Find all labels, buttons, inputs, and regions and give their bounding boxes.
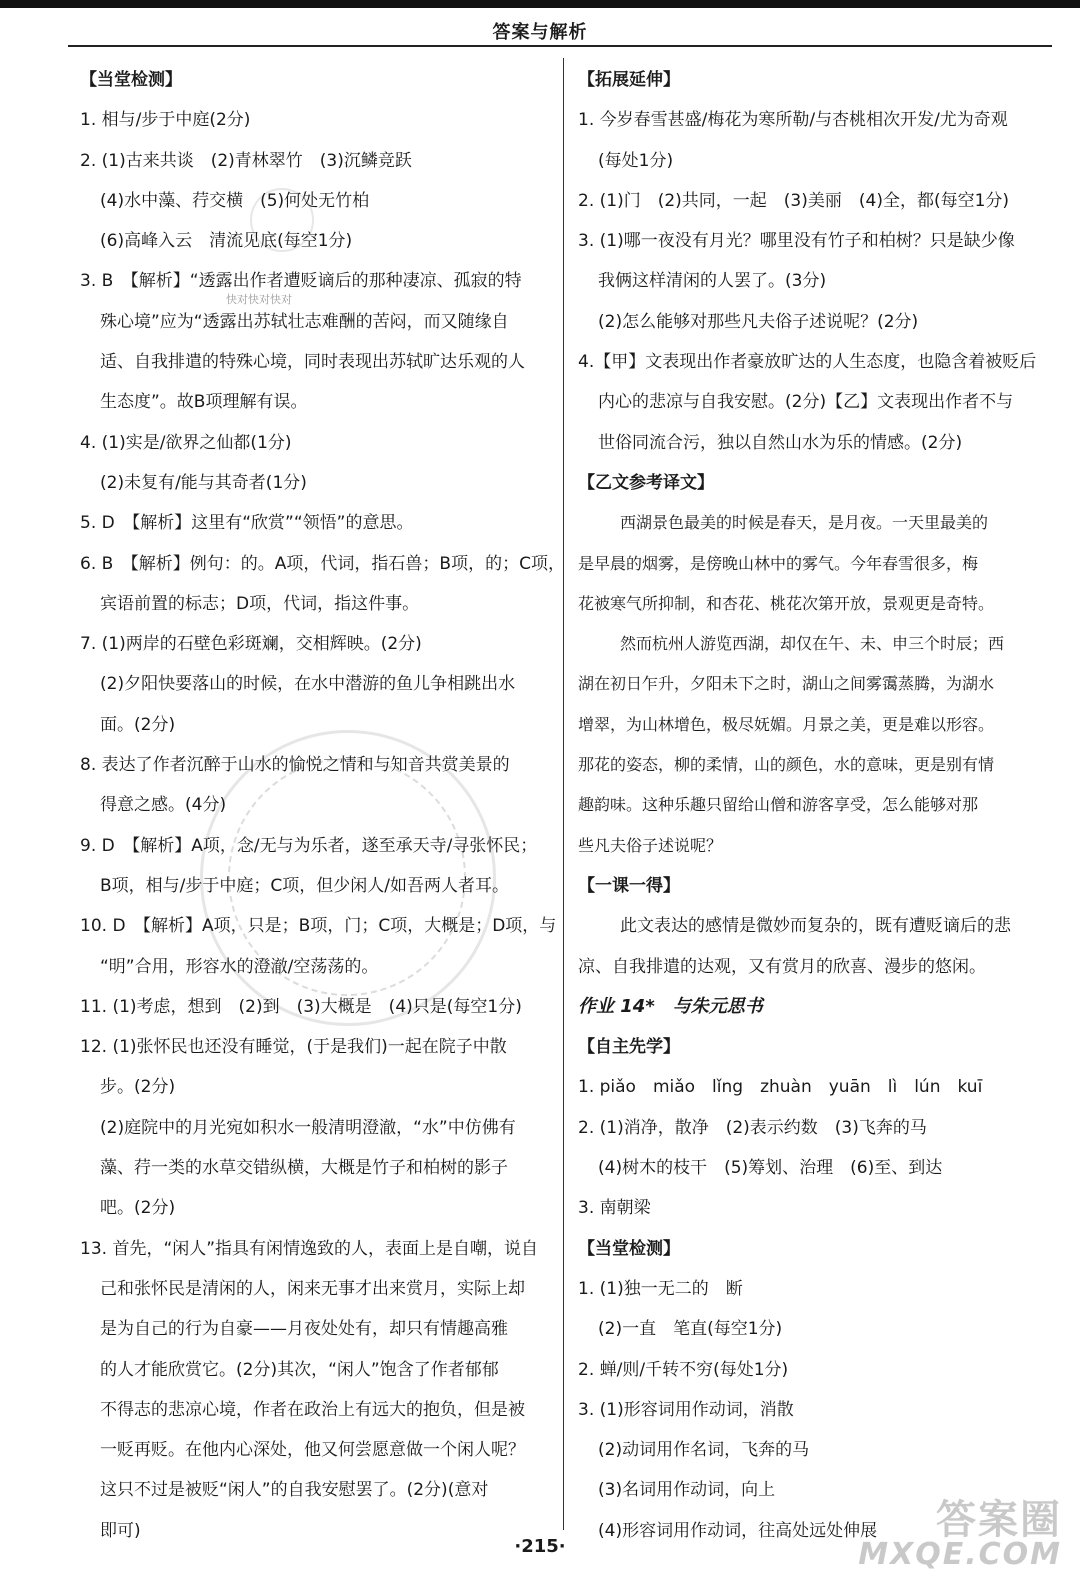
text-line: 一贬再贬。在他内心深处，他又何尝愿意做一个闲人呢？	[100, 1440, 525, 1461]
text-line: 即可)	[100, 1520, 141, 1541]
text-line: 是为自己的行为自豪——月夜处处有，却只有情趣高雅	[100, 1319, 508, 1340]
watermark-small: 快对快对快对	[226, 293, 292, 306]
section-heading: 【当堂检测】	[578, 1238, 680, 1259]
text-line: 西湖景色最美的时候是春天，是月夜。一天里最美的	[620, 513, 989, 533]
text-line: 的人才能欣赏它。(2分)其次，“闲人”饱含了作者郁郁	[100, 1359, 499, 1380]
text-line: 趣韵味。这种乐趣只留给山僧和游客享受，怎么能够对那	[578, 795, 979, 815]
text-line: 3. 南朝梁	[578, 1198, 651, 1219]
text-line: 2. 蝉/则/千转不穷(每处1分)	[578, 1359, 789, 1380]
text-line: B项，相与/步于中庭；C项，但少闲人/如吾两人者耳。	[100, 875, 509, 896]
text-line: 己和张怀民是清闲的人，闲来无事才出来赏月，实际上却	[100, 1278, 525, 1299]
page-number: ·215·	[514, 1536, 566, 1557]
text-line: 然而杭州人游览西湖，却仅在午、未、申三个时辰；西	[620, 634, 1005, 654]
text-line: 面。(2分)	[100, 714, 176, 735]
text-line: 2. (1)古来共谈 (2)青林翠竹 (3)沉鳞竞跃	[80, 150, 412, 171]
text-line: (4)水中藻、荇交横 (5)何处无竹柏	[100, 190, 370, 211]
text-line: 8. 表达了作者沉醉于山水的愉悦之情和与知音共赏美景的	[80, 755, 510, 776]
text-line: 吧。(2分)	[100, 1198, 176, 1219]
watermark-brand	[858, 1488, 1062, 1572]
text-line: 2. (1)消净，散净 (2)表示约数 (3)飞奔的马	[578, 1117, 927, 1138]
text-line: 得意之感。(4分)	[100, 795, 227, 816]
text-line: 凉、自我排遣的达观，又有赏月的欣喜、漫步的悠闲。	[578, 956, 986, 977]
text-line: 3. (1)形容词用作动词，消散	[578, 1399, 794, 1420]
page-header: 答案与解析	[492, 22, 588, 43]
top-border	[0, 0, 1080, 8]
right-column	[578, 60, 1048, 1551]
text-line: 湖在初日乍升，夕阳未下之时，湖山之间雾霭蒸腾，为湖水	[578, 674, 995, 694]
text-line: 5. D 【解析】这里有“欣赏”“领悟”的意思。	[80, 513, 414, 534]
text-line: 内心的悲凉与自我安慰。(2分)【乙】文表现出作者不与	[598, 392, 1014, 413]
text-line: 3. B 【解析】“透露出作者遭贬谪后的那种凄凉、孤寂的特	[80, 271, 522, 292]
text-line: 是早晨的烟雾，是傍晚山林中的雾气。今年春雪很多，梅	[578, 553, 979, 573]
text-line: (6)高峰入云 清流见底(每空1分)	[100, 231, 353, 252]
column-divider	[563, 58, 564, 1530]
text-line: (4)树木的枝干 (5)筹划、治理 (6)至、到达	[598, 1158, 943, 1179]
header-rule	[68, 45, 1052, 47]
text-line: 此文表达的感情是微妙而复杂的，既有遭贬谪后的悲	[620, 916, 1011, 937]
section-heading: 【当堂检测】	[80, 70, 182, 90]
text-line: 1. 今岁春雪甚盛/梅花为寒所勒/与杏桃相次开发/尤为奇观	[578, 110, 1008, 131]
assignment-title: 作业 14* 与朱元思书	[578, 995, 763, 1017]
text-line: 些凡夫俗子述说呢？	[578, 835, 723, 855]
watermark-site-text: MXQE.COM	[858, 1537, 1062, 1572]
text-line: (4)形容词用作动词，往高处远处伸展	[598, 1520, 878, 1541]
text-line: (2)一直 笔直(每空1分)	[598, 1319, 783, 1340]
text-line: 我俩这样清闲的人罢了。(3分)	[598, 271, 827, 292]
text-line: (2)怎么能够对那些凡夫俗子述说呢？(2分)	[598, 311, 919, 332]
text-line: 11. (1)考虑，想到 (2)到 (3)大概是 (4)只是(每空1分)	[80, 996, 522, 1017]
text-line: 藻、荇一类的水草交错纵横，大概是竹子和柏树的影子	[100, 1158, 508, 1179]
text-line: 12. (1)张怀民也还没有睡觉，(于是我们)一起在院子中散	[80, 1037, 507, 1058]
text-line: 宾语前置的标志；D项，代词，指这件事。	[100, 593, 420, 614]
section-heading: 【乙文参考译文】	[578, 472, 714, 493]
text-line: “明”合用，形容水的澄澈/空荡荡的。	[100, 956, 379, 977]
text-line: 增翠，为山林增色，极尽妩媚。月景之美，更是难以形容。	[578, 714, 995, 734]
text-line: (3)名词用作动词，向上	[598, 1480, 776, 1501]
text-line: 不得志的悲凉心境，作者在政治上有远大的抱负，但是被	[100, 1399, 525, 1420]
text-line: (每处1分)	[598, 150, 674, 171]
text-line: 花被寒气所抑制，和杏花、桃花次第开放，景观更是奇特。	[578, 593, 995, 613]
text-line: 4. (1)实是/欲界之仙都(1分)	[80, 432, 292, 453]
section-heading: 【自主先学】	[578, 1037, 680, 1058]
watermark-brand-text: 答案圈	[936, 1497, 1062, 1543]
text-line: 世俗同流合污，独以自然山水为乐的情感。(2分)	[598, 432, 963, 453]
text-line: 2. (1)门 (2)共同，一起 (3)美丽 (4)全，都(每空1分)	[578, 190, 1010, 211]
text-line: 那花的姿态，柳的柔情，山的颜色，水的意味，更是别有情	[578, 755, 995, 775]
text-line: 生态度”。故B项理解有误。	[100, 392, 308, 413]
text-line: 这只不过是被贬“闲人”的自我安慰罢了。(2分)(意对	[100, 1480, 489, 1501]
text-line: (2)庭院中的月光宛如积水一般清明澄澈，“水”中仿佛有	[100, 1117, 516, 1138]
text-line: 10. D 【解析】A项，只是；B项，门；C项，大概是；D项，与	[80, 916, 557, 937]
text-line: 6. B 【解析】例句：的。A项，代词，指石兽；B项，的；C项，	[80, 553, 565, 574]
text-line: (2)动词用作名词，飞奔的马	[598, 1440, 810, 1461]
text-line: (2)未复有/能与其奇者(1分)	[100, 472, 307, 493]
text-line: 1. (1)独一无二的 断	[578, 1278, 743, 1299]
text-line: (2)夕阳快要落山的时候，在水中潜游的鱼儿争相跳出水	[100, 674, 516, 695]
text-line: 步。(2分)	[100, 1077, 176, 1098]
text-line: 3. (1)哪一夜没有月光？哪里没有竹子和柏树？只是缺少像	[578, 231, 1015, 252]
text-line: 1. 相与/步于中庭(2分)	[80, 110, 251, 131]
text-line: 9. D 【解析】A项，念/无与为乐者，遂至承天寺/寻张怀民；	[80, 835, 538, 856]
text-line: 7. (1)两岸的石壁色彩斑斓，交相辉映。(2分)	[80, 634, 422, 655]
text-line: 13. 首先，“闲人”指具有闲情逸致的人，表面上是自嘲，说自	[80, 1238, 539, 1259]
section-heading: 【一课一得】	[578, 875, 680, 896]
text-line: 4.【甲】文表现出作者豪放旷达的人生态度，也隐含着被贬后	[578, 352, 1037, 373]
text-line: 1. piǎo miǎo lǐng zhuàn yuān lì lún kuī	[578, 1077, 983, 1098]
text-line: 适、自我排遣的特殊心境，同时表现出苏轼旷达乐观的人	[100, 352, 525, 373]
section-heading: 【拓展延伸】	[578, 70, 680, 90]
text-line: 殊心境”应为“透露出苏轼壮志难酬的苦闷，而又随缘自	[100, 311, 509, 332]
